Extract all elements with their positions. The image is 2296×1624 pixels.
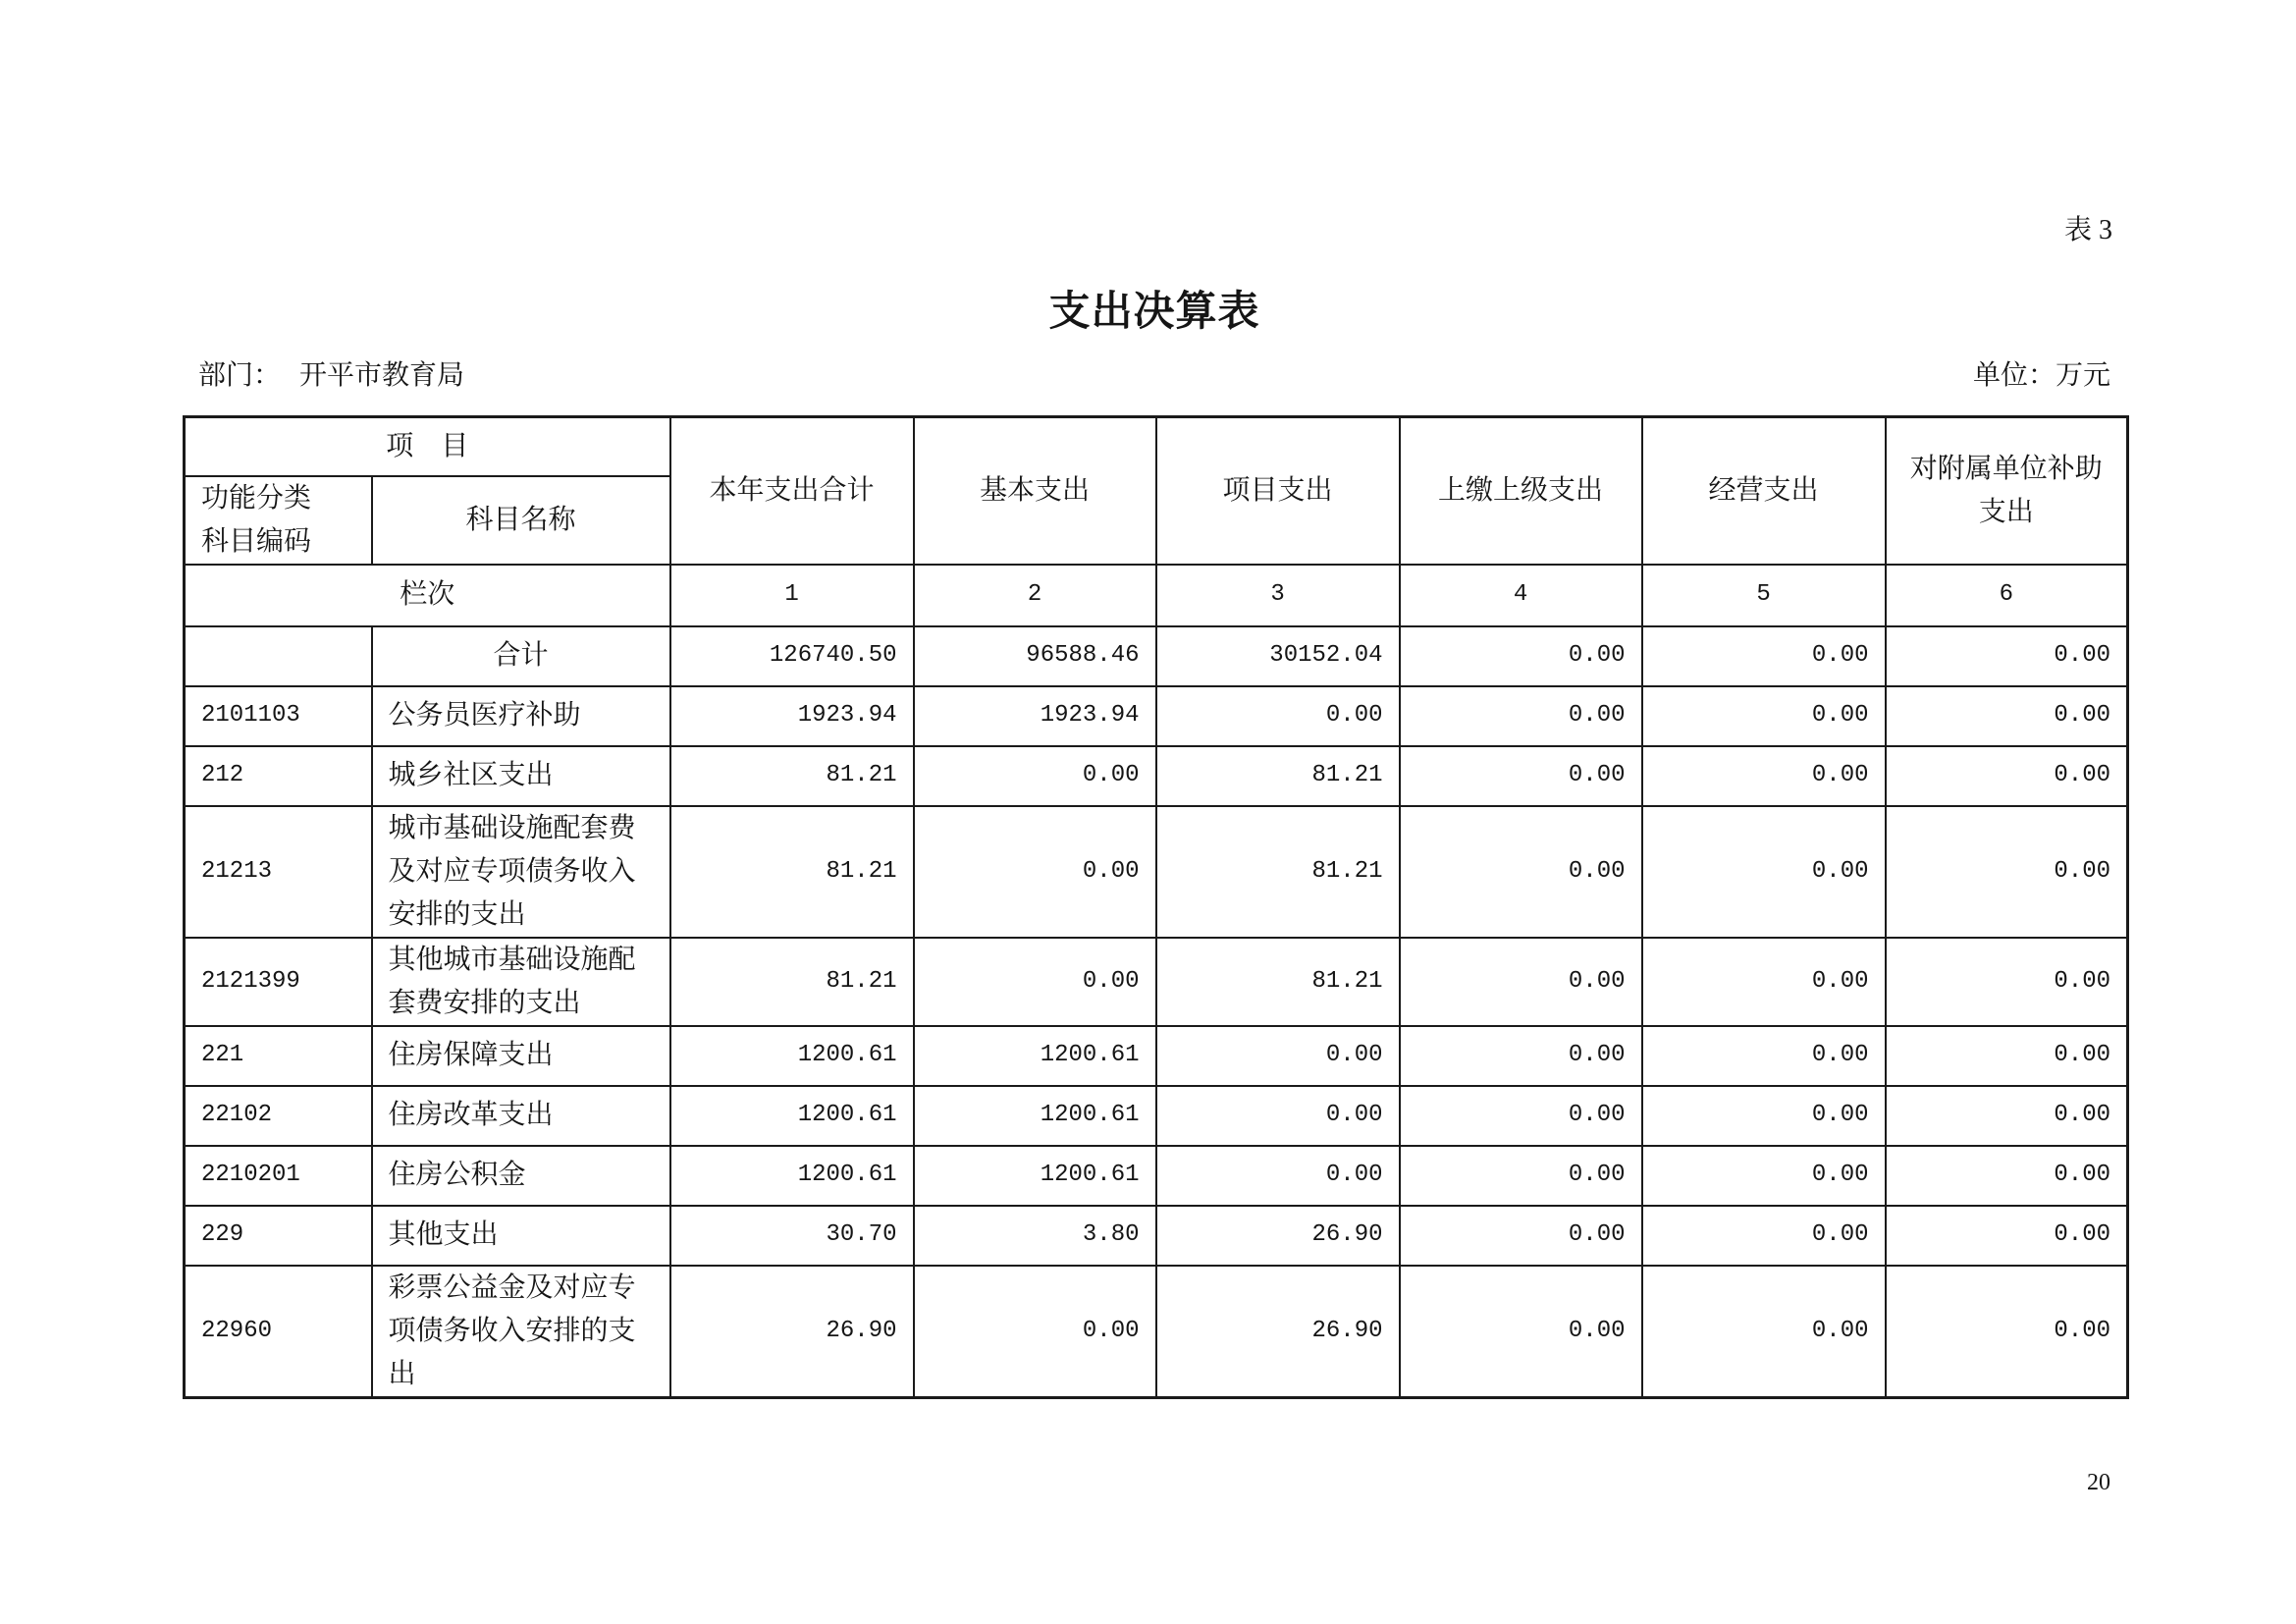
amount-basic: 96588.46 [914, 626, 1156, 686]
subject-code: 2121399 [185, 938, 372, 1026]
table-row [185, 746, 2128, 806]
amount-remit-upper: 0.00 [1400, 938, 1642, 1026]
subject-name-cell [372, 1026, 670, 1086]
amount-subsidy-affiliates: 0.00 [1886, 938, 2128, 1026]
item-header: 项 目 [185, 417, 670, 476]
amount-business: 0.00 [1642, 746, 1886, 806]
subject-name-cell [372, 1086, 670, 1146]
amount-business: 0.00 [1642, 686, 1886, 746]
amount-basic: 1200.61 [914, 1026, 1156, 1086]
amount-project: 0.00 [1156, 1026, 1400, 1086]
subject-name: 城乡社区支出 [388, 760, 554, 790]
amount-total: 1200.61 [670, 1086, 914, 1146]
amount-remit-upper: 0.00 [1400, 1266, 1642, 1398]
table-body [185, 417, 2128, 1398]
subject-code: 2210201 [185, 1146, 372, 1206]
column-number-6: 6 [1886, 565, 2128, 626]
amount-total: 30.70 [670, 1206, 914, 1266]
subject-name-cell [372, 938, 670, 1026]
total-label: 合计 [493, 640, 549, 671]
total-row [185, 626, 2128, 686]
amount-remit-upper: 0.00 [1400, 1206, 1642, 1266]
subject-name: 彩票公益金及对应专项债务收入安排的支出 [388, 1272, 636, 1389]
column-number-2: 2 [914, 565, 1156, 626]
amount-basic: 0.00 [914, 1266, 1156, 1398]
page-number: 20 [2087, 1470, 2110, 1495]
page-title: 支出决算表 [1048, 290, 1260, 335]
amount-subsidy-affiliates: 0.00 [1886, 626, 2128, 686]
amount-business: 0.00 [1642, 1146, 1886, 1206]
table-number: 表 3 [2063, 215, 2112, 245]
table-row [185, 1086, 2128, 1146]
subject-code [185, 626, 372, 686]
amount-project: 26.90 [1156, 1266, 1400, 1398]
amount-subsidy-affiliates: 0.00 [1886, 1266, 2128, 1398]
col-header-basic: 基本支出 [914, 417, 1156, 565]
col-header-remit-upper: 上缴上级支出 [1400, 417, 1642, 565]
amount-project: 0.00 [1156, 1086, 1400, 1146]
amount-business: 0.00 [1642, 1086, 1886, 1146]
amount-basic: 0.00 [914, 806, 1156, 938]
subject-code: 212 [185, 746, 372, 806]
amount-total: 1200.61 [670, 1146, 914, 1206]
amount-project: 0.00 [1156, 686, 1400, 746]
index-label: 栏次 [185, 565, 670, 626]
amount-total: 81.21 [670, 746, 914, 806]
amount-subsidy-affiliates: 0.00 [1886, 806, 2128, 938]
column-number-1: 1 [670, 565, 914, 626]
col-header-project: 项目支出 [1156, 417, 1400, 565]
table-row [185, 686, 2128, 746]
subject-name-cell [372, 746, 670, 806]
table-row [185, 1266, 2128, 1398]
table-row [185, 938, 2128, 1026]
code-header [185, 476, 372, 565]
expenditure-table [183, 415, 2129, 1399]
amount-basic: 1200.61 [914, 1146, 1156, 1206]
amount-total: 81.21 [670, 806, 914, 938]
amount-business: 0.00 [1642, 1026, 1886, 1086]
amount-total: 1923.94 [670, 686, 914, 746]
col-header-business: 经营支出 [1642, 417, 1886, 565]
col-header-subsidy-affiliates-label: 对附属单位补助支出 [1909, 453, 2103, 527]
column-number-5: 5 [1642, 565, 1886, 626]
subject-name: 其他城市基础设施配套费安排的支出 [388, 944, 636, 1018]
amount-remit-upper: 0.00 [1400, 1026, 1642, 1086]
table-row [185, 1206, 2128, 1266]
index-row [185, 565, 2128, 626]
amount-total: 1200.61 [670, 1026, 914, 1086]
table-row [185, 1146, 2128, 1206]
col-header-subsidy-affiliates [1886, 417, 2128, 565]
amount-remit-upper: 0.00 [1400, 686, 1642, 746]
table-row [185, 1026, 2128, 1086]
amount-project: 81.21 [1156, 746, 1400, 806]
subject-name-cell [372, 626, 670, 686]
subject-code: 22102 [185, 1086, 372, 1146]
amount-total: 126740.50 [670, 626, 914, 686]
amount-subsidy-affiliates: 0.00 [1886, 746, 2128, 806]
amount-remit-upper: 0.00 [1400, 1086, 1642, 1146]
subject-name-cell [372, 806, 670, 938]
subject-code: 229 [185, 1206, 372, 1266]
amount-business: 0.00 [1642, 938, 1886, 1026]
subject-code: 21213 [185, 806, 372, 938]
amount-project: 0.00 [1156, 1146, 1400, 1206]
amount-project: 81.21 [1156, 806, 1400, 938]
code-header-line-2: 科目编码 [201, 525, 312, 557]
amount-subsidy-affiliates: 0.00 [1886, 1086, 2128, 1146]
name-header: 科目名称 [372, 476, 670, 565]
subject-name: 住房公积金 [388, 1160, 526, 1190]
subject-name-cell [372, 1266, 670, 1398]
subject-name: 住房改革支出 [388, 1100, 554, 1130]
column-number-3: 3 [1156, 565, 1400, 626]
amount-remit-upper: 0.00 [1400, 806, 1642, 938]
amount-basic: 1200.61 [914, 1086, 1156, 1146]
subject-name-cell [372, 686, 670, 746]
amount-subsidy-affiliates: 0.00 [1886, 1026, 2128, 1086]
department-name: 开平市教育局 [299, 360, 465, 391]
subject-name: 住房保障支出 [388, 1040, 554, 1070]
amount-business: 0.00 [1642, 626, 1886, 686]
amount-total: 26.90 [670, 1266, 914, 1398]
unit-label: 单位：万元 [1972, 360, 2110, 391]
amount-remit-upper: 0.00 [1400, 1146, 1642, 1206]
amount-business: 0.00 [1642, 1206, 1886, 1266]
subject-name: 其他支出 [388, 1219, 499, 1250]
amount-project: 81.21 [1156, 938, 1400, 1026]
amount-subsidy-affiliates: 0.00 [1886, 1146, 2128, 1206]
col-header-total: 本年支出合计 [670, 417, 914, 565]
subject-name-cell [372, 1206, 670, 1266]
amount-project: 26.90 [1156, 1206, 1400, 1266]
subject-name: 公务员医疗补助 [388, 700, 581, 731]
amount-subsidy-affiliates: 0.00 [1886, 686, 2128, 746]
amount-basic: 3.80 [914, 1206, 1156, 1266]
header-row-top [185, 417, 2128, 476]
amount-remit-upper: 0.00 [1400, 626, 1642, 686]
amount-subsidy-affiliates: 0.00 [1886, 1206, 2128, 1266]
amount-project: 30152.04 [1156, 626, 1400, 686]
amount-basic: 0.00 [914, 746, 1156, 806]
amount-remit-upper: 0.00 [1400, 746, 1642, 806]
amount-basic: 1923.94 [914, 686, 1156, 746]
table-row [185, 806, 2128, 938]
code-header-line-1: 功能分类 [201, 482, 312, 514]
subject-name: 城市基础设施配套费及对应专项债务收入安排的支出 [388, 812, 636, 930]
column-number-4: 4 [1400, 565, 1642, 626]
amount-business: 0.00 [1642, 806, 1886, 938]
amount-total: 81.21 [670, 938, 914, 1026]
amount-business: 0.00 [1642, 1266, 1886, 1398]
amount-basic: 0.00 [914, 938, 1156, 1026]
subject-name-cell [372, 1146, 670, 1206]
subject-code: 22960 [185, 1266, 372, 1398]
department-label: 部门： [198, 360, 282, 391]
subject-code: 2101103 [185, 686, 372, 746]
subject-code: 221 [185, 1026, 372, 1086]
